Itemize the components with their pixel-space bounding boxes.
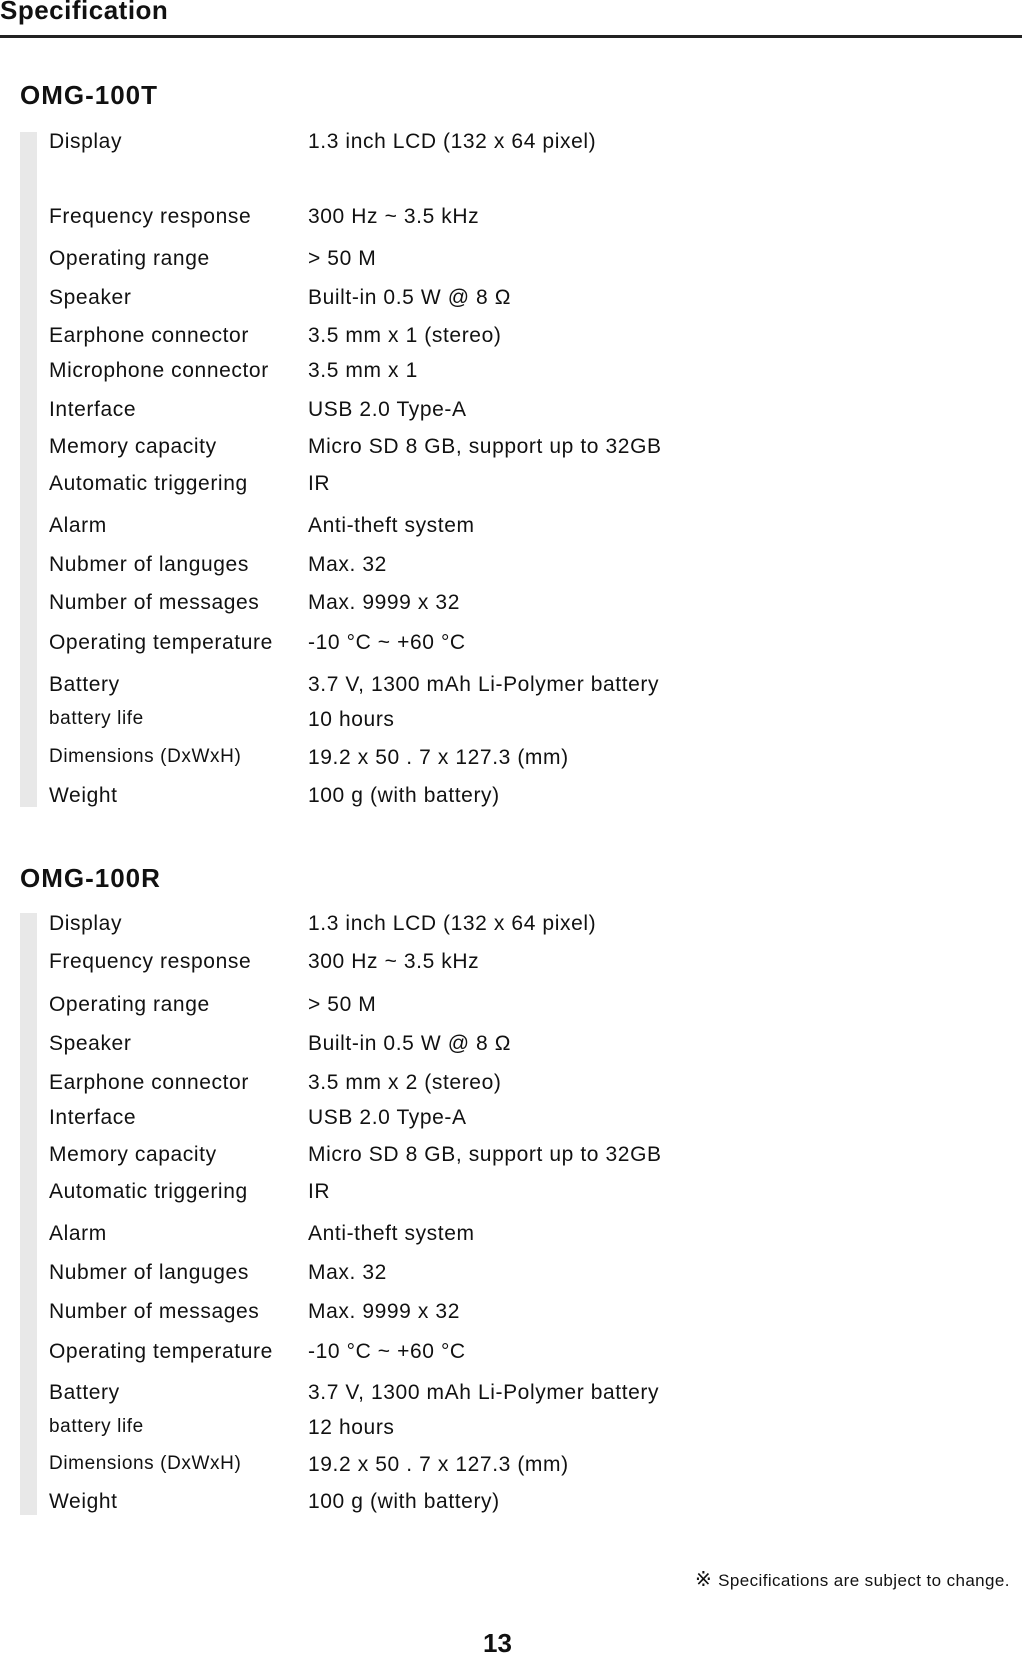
spec-label: Alarm <box>49 514 107 537</box>
spec-row <box>0 1300 1027 1330</box>
spec-label: Interface <box>49 398 137 421</box>
model-title-omg-100r: OMG-100R <box>20 863 161 893</box>
spec-value: 3.7 V, 1300 mAh Li-Polymer battery <box>308 1381 660 1404</box>
spec-row <box>0 359 1027 389</box>
spec-value: Max. 32 <box>308 553 387 576</box>
reference-mark-icon: ※ <box>695 1569 713 1591</box>
spec-value: Built-in 0.5 W @ 8 Ω <box>308 286 512 309</box>
spec-row <box>0 784 1027 814</box>
spec-row <box>0 1416 1027 1446</box>
spec-value: 3.5 mm x 2 (stereo) <box>308 1071 502 1094</box>
spec-value: 10 hours <box>308 708 395 731</box>
spec-row <box>0 1340 1027 1370</box>
spec-value: Micro SD 8 GB, support up to 32GB <box>308 435 662 458</box>
spec-label: Battery <box>49 673 120 696</box>
spec-row <box>0 673 1027 703</box>
spec-label: battery life <box>49 1416 144 1437</box>
spec-row <box>0 1261 1027 1291</box>
spec-value: USB 2.0 Type-A <box>308 398 467 421</box>
spec-value: IR <box>308 1180 331 1203</box>
spec-value: 19.2 x 50 . 7 x 127.3 (mm) <box>308 746 569 769</box>
spec-row <box>0 1453 1027 1483</box>
spec-label: Earphone connector <box>49 324 249 347</box>
page-number: 13 <box>483 1628 512 1658</box>
spec-label: Number of messages <box>49 1300 260 1323</box>
spec-row <box>0 746 1027 776</box>
spec-value: Micro SD 8 GB, support up to 32GB <box>308 1143 662 1166</box>
spec-label: Nubmer of languges <box>49 553 249 576</box>
spec-row <box>0 912 1027 942</box>
spec-value: 300 Hz ~ 3.5 kHz <box>308 950 480 973</box>
footnote-text: Specifications are subject to change. <box>718 1571 1010 1590</box>
spec-value: 100 g (with battery) <box>308 784 500 807</box>
spec-label: Earphone connector <box>49 1071 249 1094</box>
heading-divider <box>0 35 1022 38</box>
spec-label: Operating range <box>49 993 210 1016</box>
spec-label: Frequency response <box>49 205 252 228</box>
spec-value: 19.2 x 50 . 7 x 127.3 (mm) <box>308 1453 569 1476</box>
spec-row <box>0 1106 1027 1136</box>
spec-label: Alarm <box>49 1222 107 1245</box>
spec-value: IR <box>308 472 331 495</box>
spec-value: 1.3 inch LCD (132 x 64 pixel) <box>308 912 597 935</box>
spec-label: battery life <box>49 708 144 729</box>
spec-label: Dimensions (DxWxH) <box>49 746 242 767</box>
spec-value: 3.7 V, 1300 mAh Li-Polymer battery <box>308 673 660 696</box>
spec-value: > 50 M <box>308 247 377 270</box>
spec-row <box>0 591 1027 621</box>
spec-row <box>0 1222 1027 1252</box>
spec-label: Dimensions (DxWxH) <box>49 1453 242 1474</box>
spec-value: 3.5 mm x 1 (stereo) <box>308 324 502 347</box>
spec-label: Memory capacity <box>49 1143 217 1166</box>
spec-label: Memory capacity <box>49 435 217 458</box>
spec-value: Max. 9999 x 32 <box>308 591 460 614</box>
spec-row <box>0 398 1027 428</box>
model-title-omg-100t: OMG-100T <box>20 80 159 110</box>
spec-value: 300 Hz ~ 3.5 kHz <box>308 205 480 228</box>
spec-row <box>0 435 1027 465</box>
spec-value: USB 2.0 Type-A <box>308 1106 467 1129</box>
spec-row <box>0 631 1027 661</box>
spec-label: Interface <box>49 1106 137 1129</box>
spec-row <box>0 993 1027 1023</box>
spec-value: 100 g (with battery) <box>308 1490 500 1513</box>
spec-value: 12 hours <box>308 1416 395 1439</box>
spec-label: Weight <box>49 1490 118 1513</box>
spec-label: Frequency response <box>49 950 252 973</box>
footnote <box>695 1567 1010 1592</box>
spec-value: Anti-theft system <box>308 514 475 537</box>
spec-value: Built-in 0.5 W @ 8 Ω <box>308 1032 512 1055</box>
spec-label: Microphone connector <box>49 359 269 382</box>
spec-value: -10 °C ~ +60 °C <box>308 1340 466 1363</box>
page-heading: Specification <box>0 0 169 25</box>
spec-label: Nubmer of languges <box>49 1261 249 1284</box>
spec-value: Max. 32 <box>308 1261 387 1284</box>
spec-row <box>0 553 1027 583</box>
spec-row <box>0 1071 1027 1101</box>
spec-label: Display <box>49 130 123 153</box>
spec-value: 1.3 inch LCD (132 x 64 pixel) <box>308 130 597 153</box>
spec-row <box>0 1490 1027 1520</box>
spec-value: > 50 M <box>308 993 377 1016</box>
spec-value: Max. 9999 x 32 <box>308 1300 460 1323</box>
spec-row <box>0 286 1027 316</box>
spec-row <box>0 514 1027 544</box>
spec-row <box>0 950 1027 980</box>
spec-label: Operating temperature <box>49 631 273 654</box>
spec-row <box>0 247 1027 277</box>
spec-label: Speaker <box>49 286 132 309</box>
spec-row <box>0 1381 1027 1411</box>
spec-row <box>0 708 1027 738</box>
spec-label: Number of messages <box>49 591 260 614</box>
spec-value: 3.5 mm x 1 <box>308 359 418 382</box>
spec-label: Automatic triggering <box>49 1180 248 1203</box>
spec-label: Operating range <box>49 247 210 270</box>
spec-label: Weight <box>49 784 118 807</box>
spec-row <box>0 1143 1027 1173</box>
spec-label: Automatic triggering <box>49 472 248 495</box>
spec-row <box>0 205 1027 235</box>
spec-row <box>0 324 1027 354</box>
spec-label: Display <box>49 912 123 935</box>
spec-row <box>0 472 1027 502</box>
spec-value: Anti-theft system <box>308 1222 475 1245</box>
spec-label: Speaker <box>49 1032 132 1055</box>
spec-label: Operating temperature <box>49 1340 273 1363</box>
spec-row <box>0 1180 1027 1210</box>
spec-value: -10 °C ~ +60 °C <box>308 631 466 654</box>
spec-label: Battery <box>49 1381 120 1404</box>
spec-row <box>0 1032 1027 1062</box>
spec-row <box>0 130 1027 160</box>
